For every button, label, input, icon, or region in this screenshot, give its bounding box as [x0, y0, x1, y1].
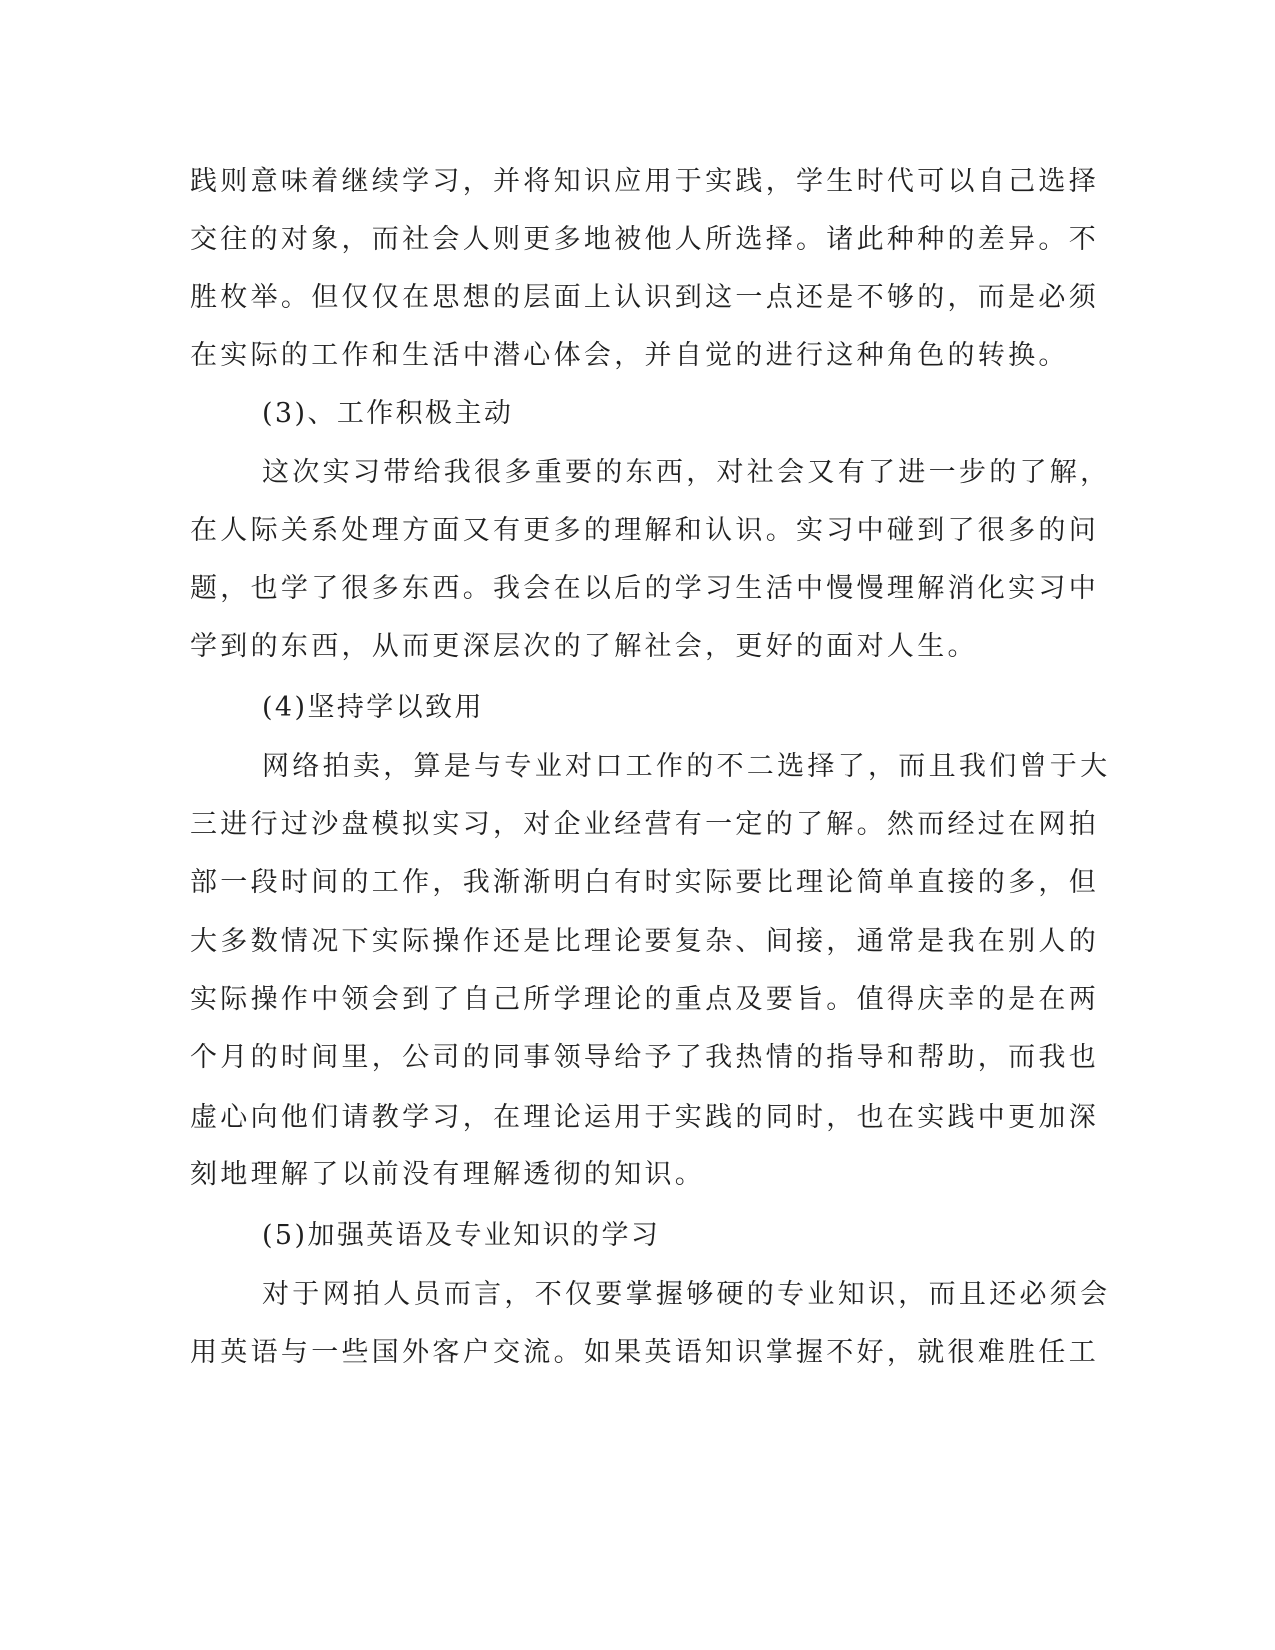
paragraph-line: 践则意味着继续学习，并将知识应用于实践，学生时代可以自己选择 — [190, 166, 1099, 197]
paragraph-line: 在实际的工作和生活中潜心体会，并自觉的进行这种角色的转换。 — [190, 340, 1069, 371]
paragraph-line: 刻地理解了以前没有理解透彻的知识。 — [190, 1159, 706, 1190]
paragraph-line: 个月的时间里，公司的同事领导给予了我热情的指导和帮助，而我也 — [190, 1042, 1099, 1073]
paragraph-line: 在人际关系处理方面又有更多的理解和认识。实习中碰到了很多的问 — [190, 515, 1099, 546]
paragraph-line: 部一段时间的工作，我渐渐明白有时实际要比理论简单直接的多，但 — [190, 867, 1099, 898]
paragraph-line: 交往的对象，而社会人则更多地被他人所选择。诸此种种的差异。不 — [190, 224, 1099, 255]
section-heading-5: (5)加强英语及专业知识的学习 — [262, 1220, 661, 1251]
paragraph-line: 题，也学了很多东西。我会在以后的学习生活中慢慢理解消化实习中 — [190, 573, 1099, 604]
paragraph-line: 胜枚举。但仅仅在思想的层面上认识到这一点还是不够的，而是必须 — [190, 282, 1099, 313]
paragraph-line: 对于网拍人员而言，不仅要掌握够硬的专业知识，而且还必须会 — [262, 1279, 1111, 1310]
section-heading-3: (3)、工作积极主动 — [262, 398, 514, 429]
paragraph-line: 实际操作中领会到了自己所学理论的重点及要旨。值得庆幸的是在两 — [190, 984, 1099, 1015]
paragraph-line: 三进行过沙盘模拟实习，对企业经营有一定的了解。然而经过在网拍 — [190, 809, 1099, 840]
paragraph-line: 学到的东西，从而更深层次的了解社会，更好的面对人生。 — [190, 631, 978, 662]
paragraph-line: 虚心向他们请教学习，在理论运用于实践的同时，也在实践中更加深 — [190, 1102, 1099, 1133]
section-heading-4: (4)坚持学以致用 — [262, 692, 484, 723]
paragraph-line: 网络拍卖，算是与专业对口工作的不二选择了，而且我们曾于大 — [262, 751, 1111, 782]
paragraph-line: 这次实习带给我很多重要的东西，对社会又有了进一步的了解， — [262, 457, 1111, 488]
paragraph-line: 大多数情况下实际操作还是比理论要复杂、间接，通常是我在别人的 — [190, 926, 1099, 957]
paragraph-line: 用英语与一些国外客户交流。如果英语知识掌握不好，就很难胜任工 — [190, 1337, 1099, 1368]
